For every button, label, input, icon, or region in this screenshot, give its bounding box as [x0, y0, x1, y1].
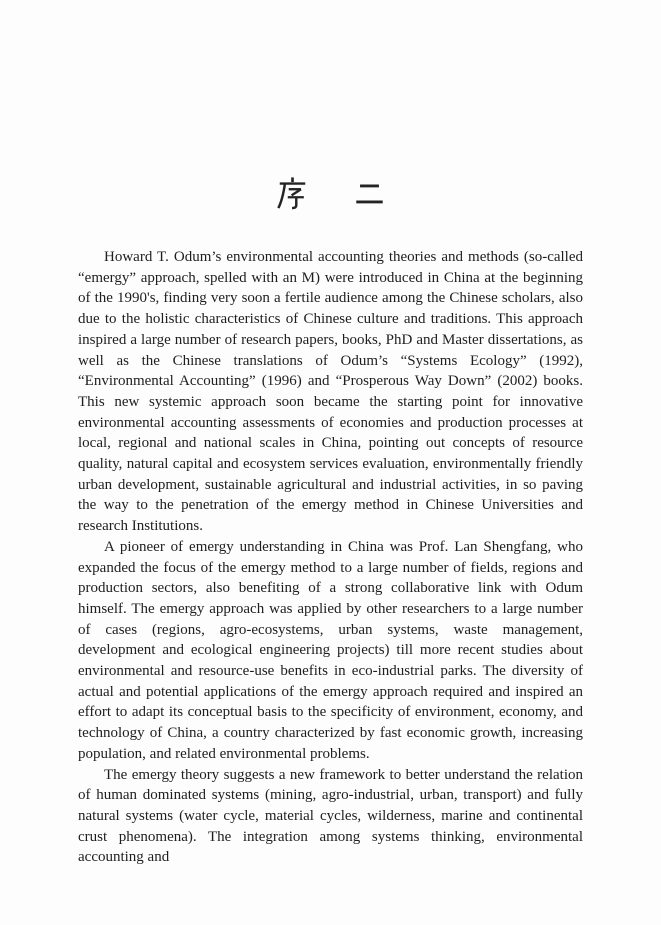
paragraph-pioneer-lan-shengfang: A pioneer of emergy understanding in China was Prof. Lan Shengfang, who expanded the focus of the emergy method to a large number of fields, regions and production sectors, also benefiting of a strong collaborative link with Odum himself. The emergy approach was applied by other researchers to a large number of cases (regions, agro-ecosystems, urban systems, waste management, development and ecological engineering projects) till more recent studies about environmental and resource-use benefits in eco-industrial parks. The diversity of actual and potential applications of the emergy approach required and inspired an effort to adapt its conceptual basis to the specificity of environment, economy, and technology of China, a country characterized by fast economic growth, increasing population, and related environmental problems. [78, 538, 583, 762]
paragraph-emergy-theory-framework: The emergy theory suggests a new framework to better understand the relation of human dominated systems (mining, agro-industrial, urban, transport) and fully natural systems (water cycle, material cycles, wilderness, marine and continental crust phenomena). The integration among systems thinking, environmental accounting and [78, 766, 583, 866]
title-char-er-icon [353, 176, 386, 210]
page-title [0, 176, 661, 210]
page-title-text [330, 176, 331, 177]
document-body [78, 247, 583, 868]
paragraph-odum-introduction: Howard T. Odum’s environmental accounting theories and methods (so-called “emergy” approach, spelled with an M) were introduced in China at the beginning of the 1990's, finding very soon a fertile audience among the Chinese scholars, also due to the holistic characteristics of Chinese culture and traditions. This approach inspired a large number of research papers, books, PhD and Master dissertations, as well as the Chinese translations of Odum’s “Systems Ecology” (1992), “Environmental Accounting” (1996) and “Prosperous Way Down” (2002) books. This new systemic approach soon became the starting point for innovative environmental accounting assessments of economies and production processes at local, regional and national scales in China, pointing out concepts of resource quality, natural capital and ecosystem services evaluation, environmentally friendly urban development, sustainable agricultural and industrial activities, in so paving the way to the penetration of the emergy method in Chinese Universities and research Institutions. [78, 249, 583, 535]
title-char-xu-icon [276, 176, 309, 210]
